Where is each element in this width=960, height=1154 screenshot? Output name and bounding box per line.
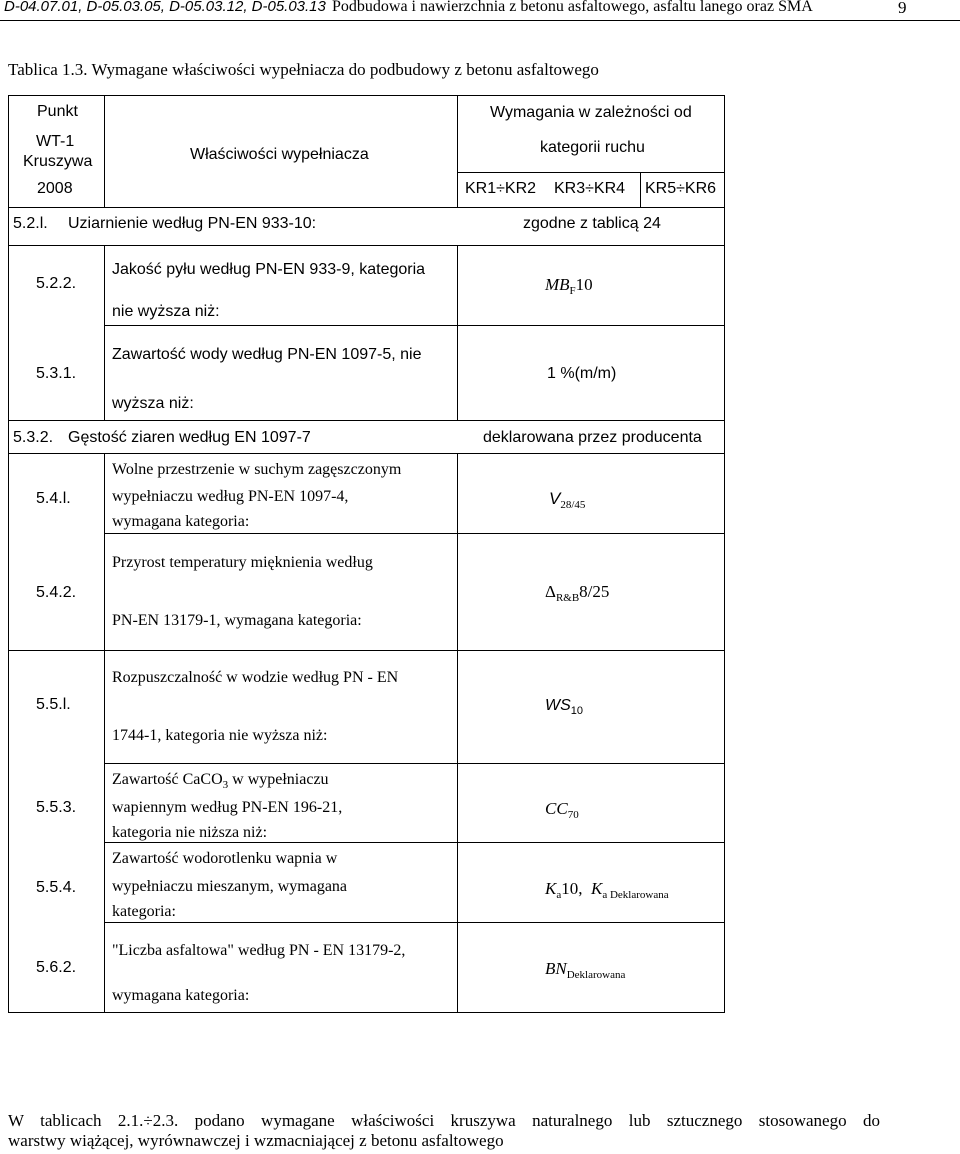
requirement-value: 1 %(m/m): [547, 365, 617, 382]
property-text: Przyrost temperatury mięknienia według: [112, 554, 373, 571]
property-text: kategoria:: [112, 903, 176, 920]
property-text: wymagana kategoria:: [112, 513, 250, 530]
requirement-value: $CC_{70}$: [545, 799, 579, 821]
header-kr5-kr6: KR5÷KR6: [645, 180, 717, 197]
row-number: 5.5.l.: [36, 696, 71, 713]
property-text: Zawartość wody według PN-EN 1097-5, nie: [112, 346, 422, 363]
row-number: 5.2.l.: [13, 215, 48, 232]
property-text: Zawartość CaCO$_3$ w wypełniaczu: [112, 771, 329, 791]
property-text: nie wyższa niż:: [112, 303, 220, 320]
header-kr3-kr4: KR3÷KR4: [554, 180, 626, 197]
requirement-value: zgodne z tablicą 24: [523, 215, 661, 232]
property-text: Uziarnienie według PN-EN 933-10:: [68, 215, 317, 232]
property-text: wymagana kategoria:: [112, 987, 250, 1004]
header-kr1-kr2: KR1÷KR2: [465, 180, 537, 197]
property-text: PN-EN 13179-1, wymagana kategoria:: [112, 612, 362, 629]
property-text: Rozpuszczalność w wodzie według PN - EN: [112, 669, 399, 686]
requirement-value: $WS_{10}$: [545, 697, 584, 717]
body-paragraph-line: warstwy wiążącej, wyrównawczej i wzmacniającej z betonu asfaltowego: [8, 1131, 504, 1150]
property-text: Wolne przestrzenie w suchym zagęszczonym: [112, 461, 402, 478]
header-document-codes: D-04.07.01, D-05.03.05, D-05.03.12, D-05.03.13: [4, 0, 326, 15]
requirement-value: $BN_{Deklarowana}$: [545, 959, 626, 981]
header-traffic-category-label: kategorii ruchu: [540, 139, 645, 156]
header-year-label: 2008: [37, 180, 73, 197]
property-text: 1744-1, kategoria nie wyższa niż:: [112, 727, 328, 744]
property-text: Zawartość wodorotlenku wapnia w: [112, 850, 338, 867]
row-number: 5.4.2.: [36, 584, 77, 601]
header-point-label: Punkt: [37, 103, 78, 120]
header-properties-label: Właściwości wypełniacza: [190, 146, 369, 163]
header-wt1-label: WT-1: [36, 133, 75, 150]
requirement-value: $\Delta_{R\&B}8/25$: [545, 582, 610, 604]
header-title: Podbudowa i nawierzchnia z betonu asfaltowego, asfaltu lanego oraz SMA: [332, 0, 813, 15]
delta-symbol: Δ: [545, 582, 556, 601]
row-number: 5.3.2.: [13, 429, 54, 446]
body-paragraph-line: W tablicach 2.1.÷2.3. podano wymagane właściwości kruszywa naturalnego lub sztucznego stosowanego do: [8, 1111, 880, 1130]
row-number: 5.2.2.: [36, 275, 77, 292]
property-text: Jakość pyłu według PN-EN 933-9, kategoria: [112, 261, 426, 278]
property-text: "Liczba asfaltowa" według PN - EN 13179-2,: [112, 942, 406, 959]
property-text: wyższa niż:: [112, 395, 194, 412]
requirement-value: $K_a10$, $K_{a Deklarowana}$: [545, 879, 669, 901]
row-number: 5.6.2.: [36, 959, 77, 976]
property-text: wapiennym według PN-EN 196-21,: [112, 799, 343, 816]
row-number: 5.5.3.: [36, 799, 77, 816]
row-number: 5.5.4.: [36, 879, 77, 896]
table-caption: Tablica 1.3. Wymagane właściwości wypełniacza do podbudowy z betonu asfaltowego: [8, 60, 599, 79]
property-text: kategoria nie niższa niż:: [112, 824, 268, 841]
header-requirements-label: Wymagania w zależności od: [490, 104, 692, 121]
requirement-value: $MB_F10$: [545, 275, 593, 297]
property-text: wypełniaczu według PN-EN 1097-4,: [112, 488, 349, 505]
requirement-value: deklarowana przez producenta: [483, 429, 702, 446]
property-text: Gęstość ziaren według EN 1097-7: [68, 429, 311, 446]
row-number: 5.4.l.: [36, 490, 71, 507]
property-text: wypełniaczu mieszanym, wymagana: [112, 878, 348, 895]
page-number: 9: [898, 0, 907, 17]
header-aggregate-label: Kruszywa: [23, 153, 93, 170]
header-rule: [0, 20, 960, 21]
requirement-value: $V_{28/45}$: [549, 489, 586, 511]
row-number: 5.3.1.: [36, 365, 77, 382]
